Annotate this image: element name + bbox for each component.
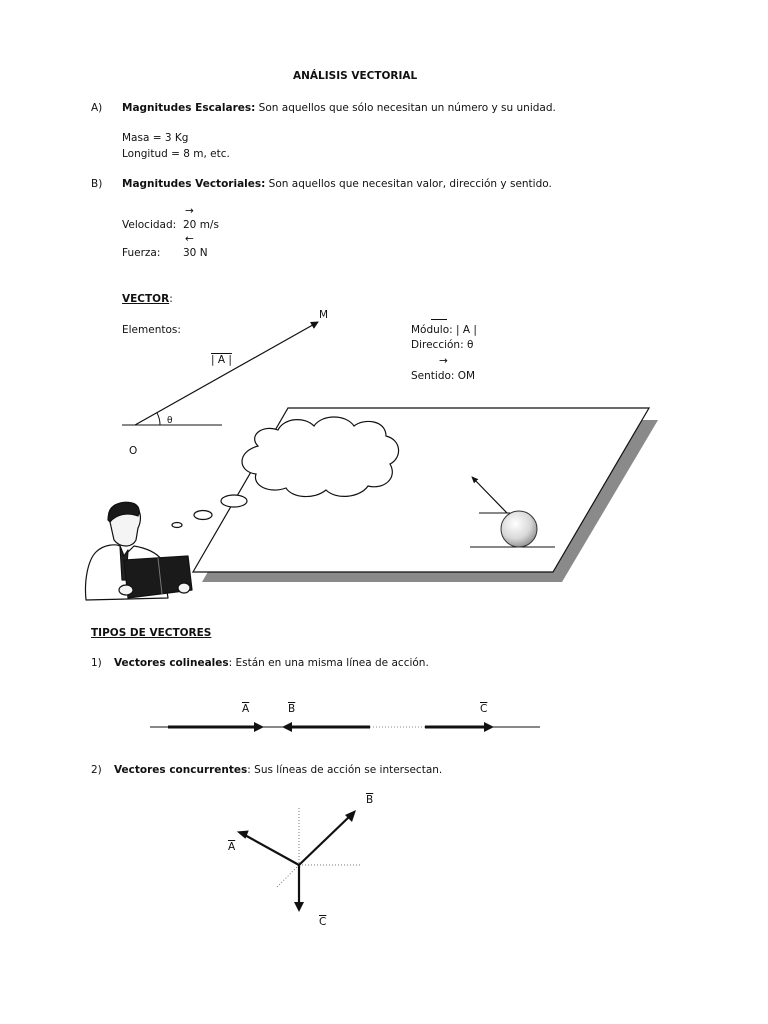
concurrent-label-a: $\overline{A}$ [228,841,236,853]
vector-heading: VECTOR [122,293,170,305]
section-a-text: Son aquellos que sólo necesitan un número y su unidad. [258,102,556,114]
point-m-label: M [319,309,329,321]
collinear-label-a: $\overline{A}$ [242,703,250,715]
collinear-vector-a-head [254,722,264,732]
thought-bubble-medium [194,511,212,520]
collinear-label-b: $\overline{B}$ [288,703,296,715]
collinear-vector-c-head [484,722,494,732]
thought-bubble-small [172,523,182,528]
ball [501,511,537,547]
concurrent-diagonal-dotted [276,865,299,888]
collinear-vectors-diagram [150,722,540,732]
vector-heading-colon: : [169,293,173,305]
velocity-arrow-glyph: → [185,205,194,217]
item1-heading: Vectores colineales [114,657,229,669]
concurrent-label-b: $\overline{B}$ [366,794,374,806]
section-a-marker: A) [91,102,103,114]
tipos-heading: TIPOS DE VECTORES [91,627,212,639]
force-label: Fuerza: [122,247,161,259]
man-right-hand [178,583,190,593]
item2-heading: Vectores concurrentes [114,764,248,776]
sentido-text: Sentido: OM [411,370,476,382]
velocity-value: 20 m/s [183,219,219,231]
force-arrow-glyph: ← [185,233,194,245]
section-b-heading: Magnitudes Vectoriales: [122,178,266,190]
force-value: 30 N [183,247,208,259]
section-a-heading: Magnitudes Escalares: [122,102,256,114]
velocity-label: Velocidad: [122,219,177,231]
concurrent-vector-a-head [237,830,250,839]
document-title: ANÁLISIS VECTORIAL [293,70,418,82]
elements-label: Elementos: [122,324,181,336]
concurrent-label-c: $\overline{C}$ [319,916,327,928]
concurrent-vector-a-shaft [243,834,299,865]
collinear-label-c: $\overline{C}$ [480,703,488,715]
modulo-text: Módulo: | A | [411,324,477,336]
example-mass: Masa = 3 Kg [122,132,189,144]
section-b-text: Son aquellos que necesitan valor, dirección y sentido. [268,178,552,190]
item1-text: : Están en una misma línea de acción. [228,657,429,669]
man-left-hand [119,585,133,595]
concurrent-vector-b-shaft [299,816,350,865]
concurrent-vectors-diagram [237,808,360,912]
direccion-text: Dirección: θ [411,339,474,351]
theta-label: θ [167,416,173,426]
point-o-label: O [129,445,138,457]
item2-marker: 2) [91,764,102,776]
magnitude-label: | A | [211,354,232,366]
thought-bubble-large [221,495,247,507]
collinear-vector-b-head [282,722,292,732]
theta-arc [157,413,160,425]
example-length: Longitud = 8 m, etc. [122,148,230,160]
concurrent-vector-c-head [294,902,304,912]
section-b-marker: B) [91,178,103,190]
sentido-arrow-glyph: → [439,355,448,367]
item2-text: : Sus líneas de acción se intersectan. [247,764,443,776]
item1-marker: 1) [91,657,102,669]
man-reading-illustration [85,502,192,600]
thought-cloud [242,417,399,497]
